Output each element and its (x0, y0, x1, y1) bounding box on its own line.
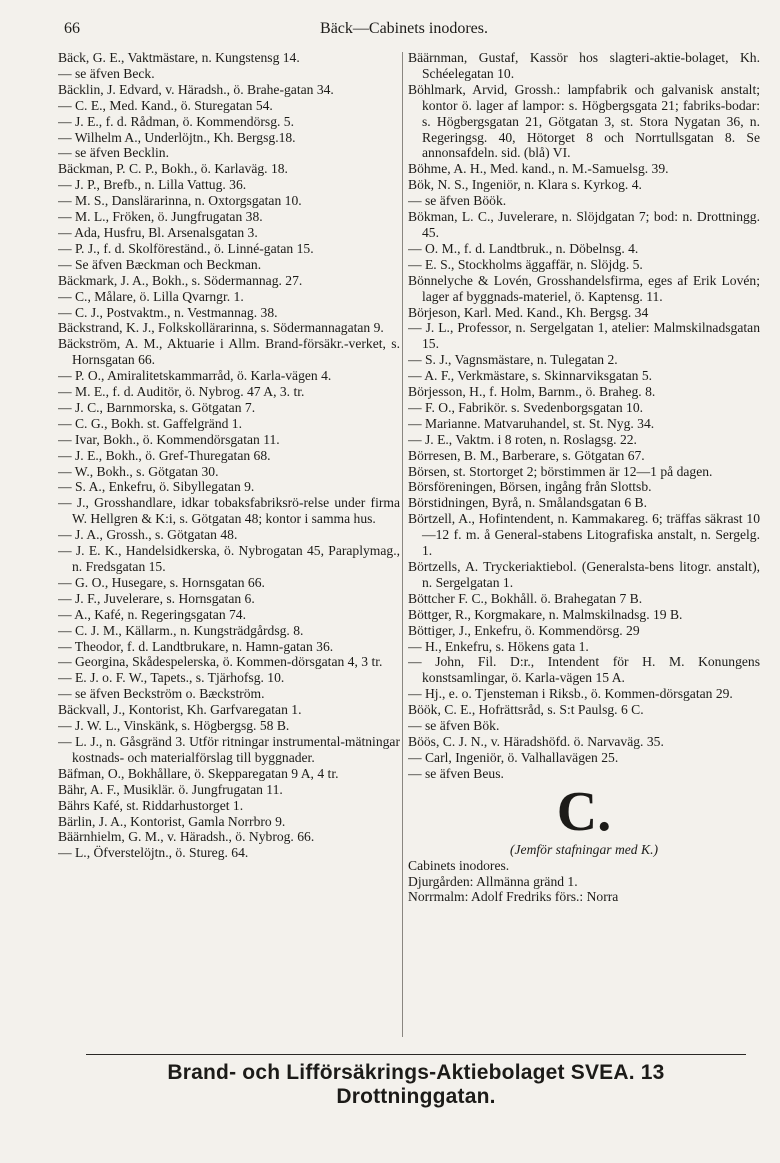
directory-entry: — S. A., Enkefru, ö. Sibyllegatan 9. (58, 479, 255, 495)
directory-entry: Bönnelyche & Lovén, Grosshandelsfirma, eges af Erik Lovén; lager af byggnads-materiel, ö. Kaptensg. 11. (408, 272, 760, 304)
directory-entry: Bäckvall, J., Kontorist, Kh. Garfvaregatan 1. (58, 702, 302, 718)
directory-entry: Börtzells, A. Tryckeriaktiebol. (Generalsta-bens litogr. anstalt), n. Sergelgatan 1. (408, 559, 760, 590)
directory-entry: Börtzell, A., Hofintendent, n. Kammakareg. 6; träffas säkrast 10—12 f. m. å General-stabens Litografiska anstalt, n. Sergelg. 1. (408, 511, 760, 559)
directory-entry: — J. F., Juvelerare, s. Hornsgatan 6. (58, 590, 255, 606)
directory-entry: Böttger, R., Korgmakare, n. Malmskilnadsg. 19 B. (408, 606, 683, 622)
directory-entry: — Marianne. Matvaruhandel, st. St. Nyg. 34. (408, 415, 655, 431)
directory-entry: Bäckman, P. C. P., Bokh., ö. Karlaväg. 18. (58, 161, 288, 177)
directory-entry: Bökman, L. C., Juvelerare, n. Slöjdgatan 7; bod: n. Drottningg. 45. (408, 209, 760, 240)
directory-entry: Bähr, A. F., Musiklär. ö. Jungfrugatan 11. (58, 781, 283, 797)
advertisement-banner: Brand- och Lifförsäkrings-Aktiebolaget SVEA. 13 Drottninggatan. (86, 1054, 746, 1101)
directory-entry: Böök, C. E., Hofrättsråd, s. S:t Paulsg. 6 C. (408, 702, 644, 718)
directory-entry: — E. J. o. F. W., Tapets., s. Tjärhofsg. 10. (58, 670, 285, 686)
page-number: 66 (64, 20, 80, 37)
directory-entry: — Se äfven Bæckman och Beckman. (58, 256, 262, 272)
directory-entry: — Carl, Ingeniör, ö. Valhallavägen 25. (408, 749, 619, 765)
directory-entry: Bährs Kafé, st. Riddarhustorget 1. (58, 797, 244, 813)
directory-entry: — C. E., Med. Kand., ö. Sturegatan 54. (58, 97, 273, 113)
directory-entry: Bäckmark, J. A., Bokh., s. Södermannag. 27. (58, 272, 303, 288)
section-letter: C. (556, 780, 612, 843)
directory-entry: — J. E., f. d. Rådman, ö. Kommendörsg. 5. (58, 113, 294, 129)
directory-entry: — M. E., f. d. Auditör, ö. Nybrog. 47 A, 3. tr. (58, 384, 305, 400)
directory-entry: Börresen, B. M., Barberare, s. Götgatan 67. (408, 447, 645, 463)
directory-entry: Börjeson, Karl. Med. Kand., Kh. Bergsg. 34 (408, 304, 649, 320)
column-divider (402, 52, 403, 1037)
directory-entry: — H., Enkefru, s. Hökens gata 1. (408, 638, 589, 654)
directory-entry: — P. O., Amiralitetskammarråd, ö. Karla-vägen 4. (58, 368, 332, 384)
directory-entry: — C. G., Bokh. st. Gaffelgränd 1. (58, 415, 243, 431)
directory-entry: — John, Fil. D:r., Intendent för H. M. Konungens konstsamlingar, ö. Karla-vägen 15 A. (408, 654, 760, 686)
running-head: Bäck—Cabinets inodores. (320, 20, 488, 37)
directory-entry: Bök, N. S., Ingeniör, n. Klara s. Kyrkog. 4. (408, 177, 642, 193)
directory-entry: Bäckström, A. M., Aktuarie i Allm. Brand-försäkr.-verket, s. Hornsgatan 66. (58, 336, 400, 368)
directory-entry: — E. S., Stockholms äggaffär, n. Slöjdg. 5. (408, 256, 643, 272)
directory-entry: — J. E. K., Handelsidkerska, ö. Nybrogatan 45, Paraplymag., n. Fredsgatan 15. (58, 543, 400, 574)
directory-entry: — J. L., Professor, n. Sergelgatan 1, atelier: Malmskilnadsgatan 15. (408, 320, 760, 352)
directory-entry: Cabinets inodores. (408, 857, 510, 873)
right-column-entries (408, 50, 760, 782)
directory-entry: Böhlmark, Arvid, Grossh.: lampfabrik och galvanisk anstalt; kontor ö. lager af lampor: s. Högbergsgata 21; fabriks-bodar: s. Högbergsgatan 21, Götgatan 3, st. Stora Nygatan 36, n. Regeringsg. 40, Hötorget 8 och Norrtullsgatan 8. Se annonsafdeln. sid. (blå) VI. (408, 81, 760, 161)
directory-entry: — se äfven Beckström o. Bæckström. (58, 686, 265, 702)
directory-entry: — L., Öfverstelöjtn., ö. Stureg. 64. (58, 845, 249, 861)
directory-entry: — J. E., Vaktm. i 8 roten, n. Roslagsg. 22. (408, 431, 637, 447)
directory-entry: — P. J., f. d. Skolföreständ., ö. Linné-gatan 15. (58, 240, 314, 256)
directory-entry: Börsen, st. Stortorget 2; börstimmen är 12—1 på dagen. (408, 463, 713, 479)
directory-entry: — C., Målare, ö. Lilla Qvarngr. 1. (58, 288, 244, 304)
directory-entry: Bäck, G. E., Vaktmästare, n. Kungstensg 14. (58, 50, 300, 65)
directory-entry: Bäärnhielm, G. M., v. Häradsh., ö. Nybrog. 66. (58, 829, 315, 845)
page-header (64, 20, 744, 50)
directory-entry: — C. J., Postvaktm., n. Vestmannag. 38. (58, 304, 278, 320)
directory-entry: Börsföreningen, Börsen, ingång från Slottsb. (408, 479, 652, 495)
directory-entry: — J. E., Bokh., ö. Gref-Thuregatan 68. (58, 447, 271, 463)
directory-entry: Norrmalm: Adolf Fredriks förs.: Norra (408, 889, 619, 905)
directory-entry: Bäcklin, J. Edvard, v. Häradsh., ö. Brahe-gatan 34. (58, 81, 334, 97)
directory-entry: — L. J., n. Gåsgränd 3. Utför ritningar instrumental-mätningar kostnads- och materialförslag till byggnader. (58, 733, 400, 765)
directory-entry: Böttcher F. C., Bokhåll. ö. Brahegatan 7 B. (408, 590, 643, 606)
directory-entry: Böttiger, J., Enkefru, ö. Kommendörsg. 29 (408, 622, 640, 638)
directory-entry: — J. W. L., Vinskänk, s. Högbergsg. 58 B. (58, 718, 290, 734)
directory-entry: — J. P., Brefb., n. Lilla Vattug. 36. (58, 177, 247, 193)
directory-entry: — M. L., Fröken, ö. Jungfrugatan 38. (58, 209, 263, 225)
directory-entry: Djurgården: Allmänna gränd 1. (408, 873, 578, 889)
right-column-section-entries (408, 858, 760, 906)
directory-entry: — Ivar, Bokh., ö. Kommendörsgatan 11. (58, 431, 280, 447)
directory-entry: — O. M., f. d. Landtbruk., n. Döbelnsg. 4. (408, 240, 639, 256)
directory-entry: — se äfven Becklin. (58, 145, 169, 161)
directory-entry: Böhme, A. H., Med. kand., n. M.-Samuelsg. 39. (408, 161, 669, 177)
directory-entry: — J. C., Barnmorska, s. Götgatan 7. (58, 399, 256, 415)
directory-entry: — Hj., e. o. Tjensteman i Riksb., ö. Kommen-dörsgatan 29. (408, 686, 733, 702)
directory-entry: Börstidningen, Byrå, n. Smålandsgatan 6 B. (408, 495, 647, 511)
directory-entry: — F. O., Fabrikör. s. Svedenborgsgatan 10. (408, 399, 644, 415)
directory-entry: — Ada, Husfru, Bl. Arsenalsgatan 3. (58, 224, 258, 240)
left-column (58, 50, 400, 1050)
section-note: (Jemför stafningar med K.) (509, 841, 658, 857)
directory-entry: — Georgina, Skådespelerska, ö. Kommen-dörsgatan 4, 3 tr. (58, 654, 383, 670)
directory-entry: Bärlin, J. A., Kontorist, Gamla Norrbro 9. (58, 813, 286, 829)
directory-entry: — G. O., Husegare, s. Hornsgatan 66. (58, 574, 265, 590)
directory-entry: — W., Bokh., s. Götgatan 30. (58, 463, 219, 479)
directory-entry: — Wilhelm A., Underlöjtn., Kh. Bergsg.18. (58, 129, 296, 145)
directory-entry: — se äfven Beus. (408, 765, 504, 781)
text-columns (58, 50, 760, 1050)
directory-entry: — se äfven Beck. (58, 65, 155, 81)
directory-entry: — M. S., Danslärarinna, n. Oxtorgsgatan 10. (58, 193, 302, 209)
directory-entry: — S. J., Vagnsmästare, n. Tulegatan 2. (408, 352, 618, 368)
directory-entry: — Theodor, f. d. Landtbrukare, n. Hamn-gatan 36. (58, 638, 334, 654)
directory-entry: — A. F., Verkmästare, s. Skinnarviksgatan 5. (408, 368, 653, 384)
directory-entry: — A., Kafé, n. Regeringsgatan 74. (58, 606, 247, 622)
directory-entry: Bäärnman, Gustaf, Kassör hos slagteri-aktie-bolaget, Kh. Schéelegatan 10. (408, 50, 760, 81)
directory-entry: Börjesson, H., f. Holm, Barnm., ö. Braheg. 8. (408, 384, 656, 400)
directory-entry: — J., Grosshandlare, idkar tobaksfabriksrö-relse under firma W. Hellgren & K:i, s. Götgatan 48; kontor i samma hus. (58, 495, 400, 527)
directory-entry: — se äfven Bök. (408, 718, 500, 734)
directory-entry: — C. J. M., Källarm., n. Kungsträdgårdsg. 8. (58, 622, 304, 638)
directory-entry: Böös, C. J. N., v. Häradshöfd. ö. Narvaväg. 35. (408, 733, 664, 749)
directory-entry: Bäckstrand, K. J., Folkskollärarinna, s. Södermannagatan 9. (58, 320, 384, 336)
directory-entry: — J. A., Grossh., s. Götgatan 48. (58, 527, 238, 543)
directory-entry: Bäfman, O., Bokhållare, ö. Skepparegatan 9 A, 4 tr. (58, 765, 339, 781)
directory-entry: — se äfven Böök. (408, 193, 507, 209)
right-column (408, 50, 760, 1050)
